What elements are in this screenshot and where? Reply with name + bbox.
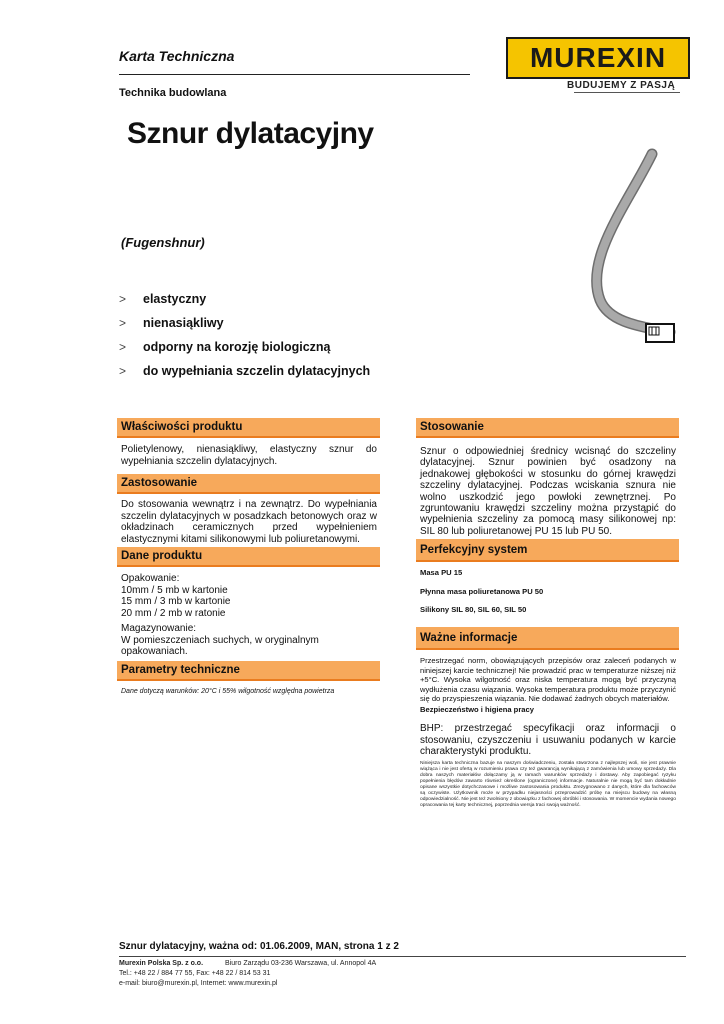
bhp-text: BHP: przestrzegać specyfikacji oraz informacji o stosowaniu, czyszczeniu i usuwaniu podanych w karcie charakterystyki produktu. [420,723,676,757]
product-subtitle: (Fugenshnur) [121,235,205,250]
system-item: Płynna masa poliuretanowa PU 50 [420,587,544,596]
murexin-logo [506,37,690,79]
brand-slogan: BUDUJEMY Z PASJĄ [567,80,676,91]
footer-reference: Sznur dylatacyjny, ważna od: 01.06.2009, MAN, strona 1 z 2 [119,941,399,952]
feature-label: do wypełniania szczelin dylatacyjnych [143,364,371,378]
chevron-right-icon: > [119,316,127,330]
logo-text: MUREXIN [529,42,667,73]
chevron-right-icon: > [119,292,127,306]
document-category: Technika budowlana [119,87,227,99]
wazne-text: Przestrzegać norm, obowiązujących przepisów oraz zaleceń podanych w niniejszej karcie technicznej! Nie prowadzić prac w temperaturze niższej niż +5°C. Wysoka wilgotność oraz niska temperatura mogą być przyczyną wydłużenia czasu wiązania. Wysoka temperatura produktu może przyczynić się do przyspieszenia wiązania. Nie dodawać żadnych obcych materiałów. [420,656,676,703]
chevron-right-icon: > [119,340,127,354]
feature-label: odporny na korozję biologiczną [143,340,331,354]
storage-line: opakowaniach. [121,646,188,657]
feature-label: elastyczny [143,292,207,306]
feature-item [119,287,370,311]
feature-label: nienasiąkliwy [143,316,224,330]
section-header-stosowanie: Stosowanie [416,418,679,438]
packaging-item: 15 mm / 3 mb w kartonie [121,596,231,607]
system-item: Masa PU 15 [420,568,463,577]
section-header-parametry: Parametry techniczne [117,661,380,681]
section-header-wazne: Ważne informacje [416,627,679,650]
product-title: Sznur dylatacyjny [127,117,374,150]
feature-item [119,359,370,383]
cord-product-image [578,148,688,348]
wlasciwosci-text: Polietylenowy, nienasiąkliwy, elastyczny sznur do wypełniania szczelin dylatacyjnych. [121,444,377,467]
packaging-item: 10mm / 5 mb w kartonie [121,584,228,596]
stosowanie-text: Sznur o odpowiedniej średnicy wcisnąć do szczeliny dylatacyjnej. Sznur powinien być osadzony na jednakowej głębokości w stosunku do górnej krawędzi szczeliny dylatacyjnej. Podczas wciskania sznura nie wolno uszkodzić jego powłoki zewnętrznej. Po zgruntowaniu krawędzi szczeliny można przystąpić do wypełnienia szczeliny za pomocą masy silikonowej np: SIL 80 lub poliuretanowej PU 15 lub PU 50. [420,446,676,537]
company-address: Biuro Zarządu 03-236 Warszawa, ul. Annopol 4A [225,960,377,967]
section-header-zastosowanie: Zastosowanie [117,474,380,494]
company-name: Murexin Polska Sp. z o.o. [119,960,204,967]
packaging-block [121,573,377,619]
system-item: Silikony SIL 80, SIL 60, SIL 50 [420,605,527,614]
storage-line: W pomieszczeniach suchych, w oryginalnym [121,634,319,646]
company-phone: Tel.: +48 22 / 884 77 55, Fax: +48 22 / 814 53 31 [119,970,271,977]
footer-company-info [119,959,376,989]
disclaimer-text: Niniejsza karta techniczna bazuje na naszym doświadczeniu, została stworzona z najlepszej woli, nie jest prawnie wiążąca i nie jest ofertą w rozumieniu prawa czy też gwarancją wynikającą z zamówienia lub umowy sprzedaży. Dla dobra naszych materiałów dołączamy ją w ramach warunków sprzedaży i dostawy. Aby zapobiegać ryzyku popełnienia błędów zawarto również określone (ograniczone) informacje. Naturalnie nie mogą być tam dokładnie opisane wszystkie dotychczasowe i możliwe zastosowania produktu. Zrezygnowano z danych, które dla fachowców są oczywiste. Użytkownik może w przypadku niejasności przeprowadzić próbę na miejscu budowy na własną odpowiedzialność. Nie jest też zwolniony z obowiązku z fachowej obróbki i stosowania. W momencie wydania nowego opracowania tej karty technicznej, poprzednia wersja traci swoją ważność. [420,761,676,808]
section-header-wlasciwosci: Właściwości produktu [117,418,380,438]
document-type: Karta Techniczna [119,48,235,64]
feature-item [119,335,370,359]
package-icon [645,323,675,343]
slogan-underline [574,92,680,93]
section-header-dane-produktu: Dane produktu [117,547,380,567]
header-divider [119,74,470,75]
feature-list [119,287,370,383]
section-header-system: Perfekcyjny system [416,539,679,562]
bhp-title: Bezpieczeństwo i higiena pracy [420,705,534,714]
zastosowanie-text: Do stosowania wewnątrz i na zewnątrz. Do wypełniania szczelin dylatacyjnych w posadzkach betonowych oraz w okładzinach ceramicznych przed wypełnieniem elastycznymi kitami silikonowymi lub poliuretanowymi. [121,499,377,545]
storage-label: Magazynowanie: [121,623,197,634]
packaging-label: Opakowanie: [121,573,180,584]
company-email: e-mail: biuro@murexin.pl, Internet: www.murexin.pl [119,980,278,987]
parametry-note: Dane dotyczą warunków: 20°C i 55% wilgotność względna powietrza [121,688,335,695]
footer-divider [119,956,686,957]
chevron-right-icon: > [119,364,127,378]
storage-block [121,623,377,658]
feature-item [119,311,370,335]
packaging-item: 20 mm / 2 mb w ratonie [121,607,226,619]
